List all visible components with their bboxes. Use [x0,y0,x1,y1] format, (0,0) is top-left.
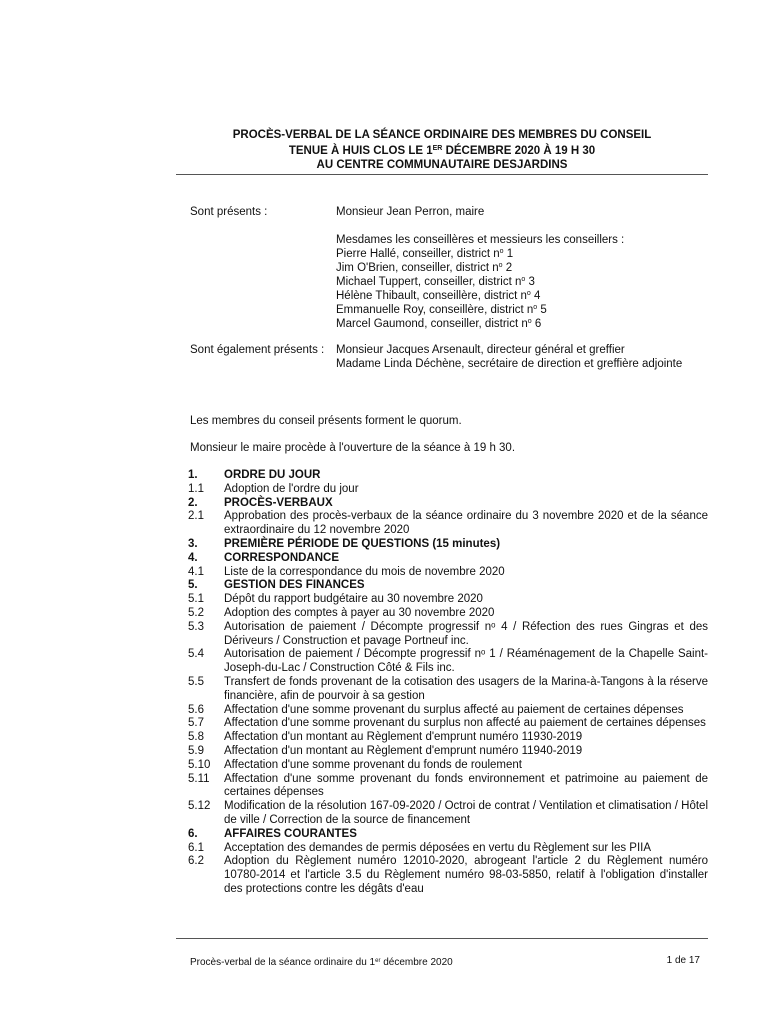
agenda-item-number: 5.6 [188,703,204,716]
agenda-item-number: 5.2 [188,606,204,619]
agenda-item [188,717,708,731]
councillors-block [336,233,624,331]
title-line-3: AU CENTRE COMMUNAUTAIRE DESJARDINS [316,159,568,171]
agenda-item-number: 5.11 [188,772,210,785]
agenda-item-text: Affectation d'une somme provenant du surplus affecté au paiement de certaines dépenses [224,703,684,716]
title-line-2-pre: TENUE À HUIS CLOS LE 1 [288,145,433,157]
agenda-item [188,483,708,497]
agenda-list [188,469,708,897]
agenda-item-text: Adoption des comptes à payer au 30 novembre 2020 [224,606,495,619]
agenda-item-number: 5.12 [188,800,211,813]
footer-title-pre: Procès-verbal de la séance ordinaire du 1 [190,957,376,968]
councillor-text: Pierre Hallé, conseiller, district n [336,248,500,260]
agenda-item-number: 1. [188,469,198,481]
councillor-district-number: 4 [530,290,541,302]
agenda-item-text: PREMIÈRE PÉRIODE DE QUESTIONS (15 minutes) [224,537,501,550]
agenda-item-text: Approbation des procès-verbaux de la séance ordinaire du 3 novembre 2020 et de la séance extraordinaire du 12 novembre 2020 [224,510,708,537]
agenda-item-number: 2.1 [188,510,204,523]
agenda-section-heading [188,828,708,842]
councillor-number-sup: o [498,262,503,269]
councillor-text: Marcel Gaumond, conseiller, district n [336,318,528,330]
agenda-item-text: Autorisation de paiement / Décompte progressif nᵒ 1 / Réaménagement de la Chapelle Saint-Joseph-du-Lac / Construction Côté & Fils inc. [224,648,708,675]
agenda-item-number: 5. [188,579,198,592]
agenda-item [188,842,708,856]
agenda-item-text: Acceptation des demandes de permis déposées en vertu du Règlement sur les PIIA [224,841,652,854]
agenda-section-heading [188,552,708,566]
councillor-district-number: 6 [531,318,542,330]
agenda-item-text: Autorisation de paiement / Décompte progressif nᵒ 4 / Réfection des rues Gingras et des Dériveurs / Construction et pavage Portneuf inc. [224,620,708,647]
councillor-number-sup: o [521,276,526,283]
agenda-item [188,745,708,759]
page-number: 1 de 17 [666,955,700,966]
councillor-number-sup: o [499,248,504,255]
agenda-section-heading [188,497,708,511]
footer-title-post: décembre 2020 [380,957,453,968]
councillor-line [336,303,624,317]
also-present-1: Monsieur Jacques Arsenault, directeur général et greffier [336,344,625,356]
also-present-2: Madame Linda Déchène, secrétaire de direction et greffière adjointe [336,358,683,370]
agenda-item-number: 5.1 [188,593,204,606]
councillor-line [336,247,624,261]
mayor-line: Monsieur Jean Perron, maire [336,206,485,218]
agenda-item [188,731,708,745]
agenda-item [188,759,708,773]
councillor-list [336,247,624,331]
agenda-item-number: 5.4 [188,648,204,661]
councillor-number-sup: o [527,318,532,325]
councillor-text: Emmanuelle Roy, conseillère, district n [336,304,534,316]
councillor-district-number: 3 [525,276,535,288]
agenda-item [188,773,708,801]
councillor-text: Jim O'Brien, conseiller, district n [336,262,499,274]
title-line-1: PROCÈS-VERBAL DE LA SÉANCE ORDINAIRE DES MEMBRES DU CONSEIL [232,129,652,141]
councillor-line [336,317,624,331]
quorum-text: Les membres du conseil présents forment le quorum. [190,415,462,427]
agenda-item [188,510,708,538]
agenda-item [188,607,708,621]
agenda-item [188,704,708,718]
agenda-item [188,566,708,580]
document-title [176,128,708,172]
agenda-item-text: Dépôt du rapport budgétaire au 30 novembre 2020 [224,593,483,606]
agenda-item [188,648,708,676]
agenda-item-number: 5.8 [188,731,204,744]
agenda-item-number: 3. [188,537,198,550]
agenda-item [188,800,708,828]
agenda-item-text: Modification de la résolution 167-09-2020 / Octroi de contrat / Ventilation et climatisation / Hôtel de ville / Correction de la source de financement [224,800,708,826]
agenda-item-number: 4. [188,551,198,564]
councillor-line [336,261,624,275]
footer-title-sup: er [375,958,381,964]
agenda-item-text: Liste de la correspondance du mois de novembre 2020 [224,565,505,578]
agenda-item-number: 1.1 [188,482,204,495]
also-present-block [336,343,682,371]
councillor-district-number: 5 [537,304,547,316]
footer-divider [176,938,708,939]
agenda-item-number: 5.5 [188,675,204,688]
title-line-2-post: DÉCEMBRE 2020 À 19 H 30 [442,145,596,157]
agenda-item-text: Affectation d'une somme provenant du fonds environnement et patrimoine au paiement de certaines dépenses [224,772,708,799]
agenda-item [188,855,708,896]
councillor-district-number: 2 [502,262,513,274]
councillor-line [336,289,624,303]
agenda-item-number: 2. [188,496,198,509]
councillor-line [336,275,624,289]
agenda-item-number: 6.1 [188,841,204,854]
agenda-item-text: Affectation d'une somme provenant du fonds de roulement [224,758,522,771]
agenda-item [188,621,708,649]
present-label: Sont présents : [190,206,268,218]
title-line-2-sup: ER [432,145,443,152]
agenda-section-heading [188,469,708,483]
agenda-item-number: 5.3 [188,620,204,633]
councillor-text: Hélène Thibault, conseillère, district n [336,290,527,302]
agenda-item-text: ORDRE DU JOUR [224,469,321,481]
agenda-item-text: Affectation d'une somme provenant du surplus non affecté au paiement de certaines dépenses [224,717,706,730]
agenda-item-text: Adoption de l'ordre du jour [224,482,359,495]
agenda-item-number: 5.10 [188,758,211,771]
title-divider [176,174,708,175]
also-present-label: Sont également présents : [190,344,325,356]
agenda-item [188,676,708,704]
agenda-section-heading [188,579,708,593]
agenda-item-number: 5.9 [188,744,204,757]
agenda-item [188,593,708,607]
councillor-number-sup: o [533,304,538,311]
title-line-2 [176,142,708,158]
councillors-intro: Mesdames les conseillères et messieurs les conseillers : [336,234,625,246]
agenda-item-text: GESTION DES FINANCES [224,579,365,592]
agenda-item-text: CORRESPONDANCE [224,551,340,564]
agenda-item-number: 5.7 [188,717,204,730]
agenda-item-number: 4.1 [188,565,204,578]
agenda-item-text: AFFAIRES COURANTES [224,827,357,840]
agenda-item-number: 6.2 [188,855,204,868]
councillor-number-sup: o [526,290,531,297]
agenda-section-heading [188,538,708,552]
agenda-item-text: Transfert de fonds provenant de la cotisation des usagers de la Marina-à-Tangons à la réserve financière, afin de pourvoir à sa gestion [224,675,708,702]
councillor-district-number: 1 [503,248,514,260]
agenda-item-text: PROCÈS-VERBAUX [224,496,333,509]
footer-title [190,955,453,969]
agenda-item-number: 6. [188,827,198,840]
councillor-text: Michael Tuppert, conseiller, district n [336,276,522,288]
agenda-item-text: Affectation d'un montant au Règlement d'emprunt numéro 11930-2019 [224,731,583,744]
opening-text: Monsieur le maire procède à l'ouverture de la séance à 19 h 30. [190,442,516,454]
agenda-item-text: Adoption du Règlement numéro 12010-2020, abrogeant l'article 2 du Règlement numéro 10780-2014 et l'article 3.5 du Règlement numéro 98-03-5850, relatif à l'obligation d'installer des protections contre les dégâts d'eau [224,855,708,895]
agenda-item-text: Affectation d'un montant au Règlement d'emprunt numéro 11940-2019 [224,744,583,757]
